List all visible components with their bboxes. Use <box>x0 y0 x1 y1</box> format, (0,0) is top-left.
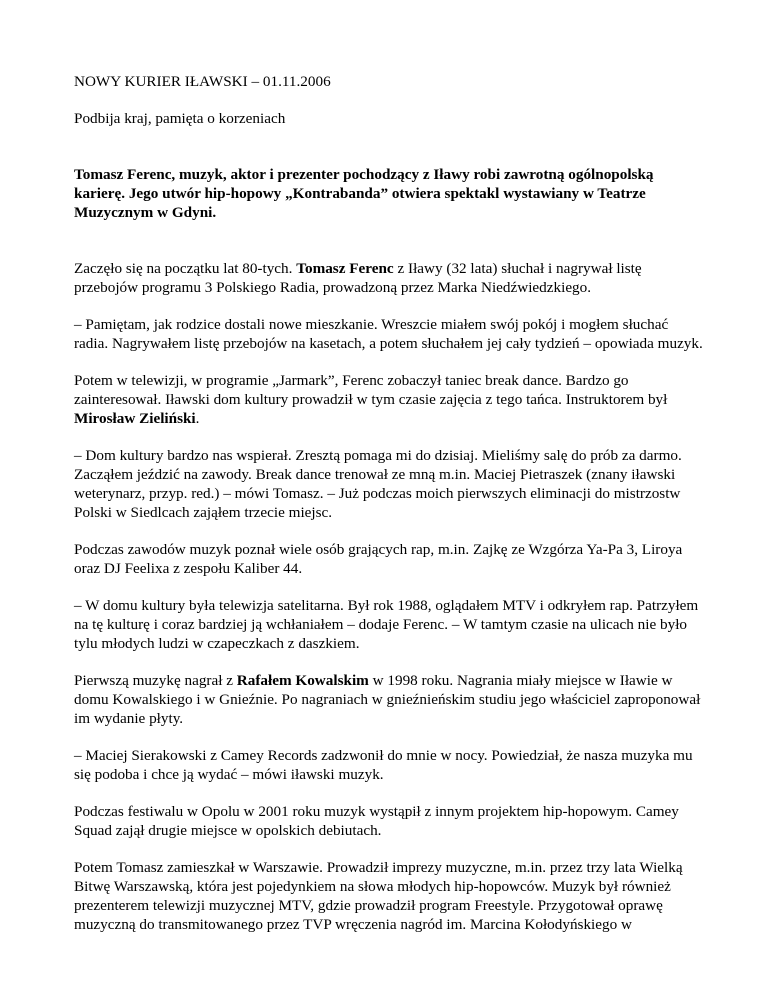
article-headline: Podbija kraj, pamięta o korzeniach <box>74 110 286 127</box>
paragraph-text: Zaczęło się na początku lat 80-tych. <box>74 260 297 277</box>
paragraph-text: Pierwszą muzykę nagrał z <box>74 672 237 689</box>
article-paragraph-1 <box>74 259 704 297</box>
article-paragraph-4: – Dom kultury bardzo nas wspierał. Zresztą pomaga mi do dzisiaj. Mieliśmy salę do prób za darmo. Zacząłem jeździć na zawody. Break dance trenował ze mną m.in. Maciej Pietraszek (znany iławski weterynarz, przyp. red.) – mówi Tomasz. – Już podczas moich pierwszych eliminacji do mistrzostw Polski w Siedlcach zająłem trzecie miejsc. <box>74 447 682 521</box>
person-name-bold: Mirosław Zieliński <box>74 410 196 427</box>
document-page <box>74 72 704 934</box>
article-paragraph-2: – Pamiętam, jak rodzice dostali nowe mieszkanie. Wreszcie miałem swój pokój i mogłem słuchać radia. Nagrywałem listę przebojów na kasetach, a potem słuchałem jej cały tydzień – opowiada muzyk. <box>74 316 703 352</box>
newspaper-header: NOWY KURIER IŁAWSKI – 01.11.2006 <box>74 73 331 90</box>
article-paragraph-8: – Maciej Sierakowski z Camey Records zadzwonił do mnie w nocy. Powiedział, że nasza muzyka mu się podoba i chce ją wydać – mówi iławski muzyk. <box>74 747 693 783</box>
article-paragraph-6: – W domu kultury była telewizja satelitarna. Był rok 1988, oglądałem MTV i odkryłem rap. Patrzyłem na tę kulturę i coraz bardziej ją wchłaniałem – dodaje Ferenc. – W tamtym czasie na ulicach nie było tylu młodych ludzi w czapeczkach z daszkiem. <box>74 597 699 652</box>
article-lead: Tomasz Ferenc, muzyk, aktor i prezenter pochodzący z Iławy robi zawrotną ogólnopolską karierę. Jego utwór hip-hopowy „Kontrabanda” otwiera spektakl wystawiany w Teatrze Muzycznym w Gdyni. <box>74 166 654 221</box>
article-paragraph-10: Potem Tomasz zamieszkał w Warszawie. Prowadził imprezy muzyczne, m.in. przez trzy lata Wielką Bitwę Warszawską, która jest pojedynkiem na słowa młodych hip-hopowców. Muzyk był również prezenterem telewizji muzycznej MTV, gdzie prowadził program Freestyle. Przygotował oprawę muzyczną do transmitowanego przez TVP wręczenia nagród im. Marcina Kołodyńskiego w <box>74 859 683 933</box>
article-paragraph-9: Podczas festiwalu w Opolu w 2001 roku muzyk wystąpił z innym projektem hip-hopowym. Camey Squad zajął drugie miejsce w opolskich debiutach. <box>74 803 679 839</box>
article-paragraph-3 <box>74 371 704 428</box>
paragraph-text: w 1998 roku. Nagrania miały miejsce w Iławie w domu Kowalskiego i w Gnieźnie. Po nagraniach w gnieźnieńskim studiu jego właściciel zaproponował im wydanie płyty. <box>74 672 701 727</box>
paragraph-text: Potem w telewizji, w programie „Jarmark”, Ferenc zobaczył taniec break dance. Bardzo go zainteresował. Iławski dom kultury prowadził w tym czasie zajęcia z tego tańca. Instruktorem był <box>74 372 668 408</box>
article-paragraph-7 <box>74 671 704 728</box>
person-name-bold: Rafałem Kowalskim <box>236 672 369 689</box>
paragraph-text: . <box>195 410 200 427</box>
person-name-bold: Tomasz Ferenc <box>296 260 394 277</box>
paragraph-text: z Iławy (32 lata) słuchał i nagrywał listę przebojów programu 3 Polskiego Radia, prowadzoną przez Marka Niedźwiedzkiego. <box>74 260 642 296</box>
article-paragraph-5: Podczas zawodów muzyk poznał wiele osób grających rap, m.in. Zajkę ze Wzgórza Ya-Pa 3, Liroya oraz DJ Feelixa z zespołu Kaliber 44. <box>74 541 683 577</box>
